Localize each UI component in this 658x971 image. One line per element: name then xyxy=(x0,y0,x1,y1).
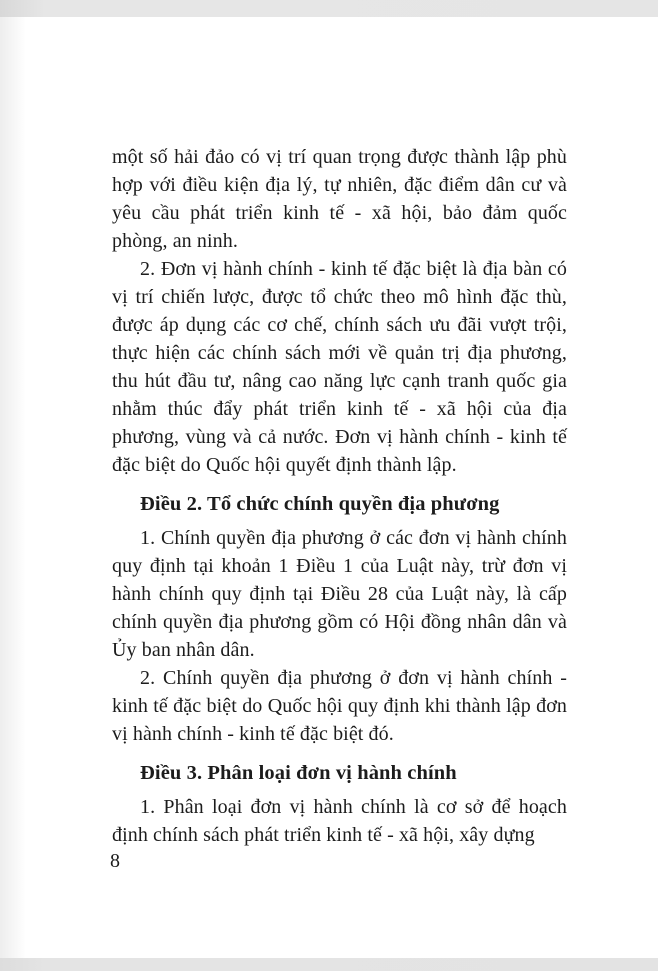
article-heading-dieu-2: Điều 2. Tổ chức chính quyền địa phương xyxy=(140,493,500,515)
body-paragraph-dieu2-clause-1: 1. Chính quyền địa phương ở các đơn vị hành chính quy định tại khoản 1 Điều 1 của Luật này, trừ đơn vị hành chính quy định tại Điều 28 của Luật này, là cấp chính quyền địa phương gồm có Hội đồng nhân dân và Ủy ban nhân dân. xyxy=(112,527,567,661)
body-paragraph-continued: một số hải đảo có vị trí quan trọng được thành lập phù hợp với điều kiện địa lý, tự nhiên, đặc điểm dân cư và yêu cầu phát triển kinh tế - xã hội, bảo đảm quốc phòng, an ninh. xyxy=(112,146,567,252)
body-paragraph-clause-2: 2. Đơn vị hành chính - kinh tế đặc biệt là địa bàn có vị trí chiến lược, được tổ chức theo mô hình đặc thù, được áp dụng các cơ chế, chính sách ưu đãi vượt trội, thực hiện các chính sách mới về quản trị địa phương, thu hút đầu tư, nâng cao năng lực cạnh tranh quốc gia nhằm thúc đẩy phát triển kinh tế - xã hội của địa phương, vùng và cả nước. Đơn vị hành chính - kinh tế đặc biệt do Quốc hội quyết định thành lập. xyxy=(112,258,567,476)
article-heading-dieu-3: Điều 3. Phân loại đơn vị hành chính xyxy=(140,762,457,784)
scan-edge-bottom xyxy=(0,958,658,971)
body-paragraph-dieu2-clause-2: 2. Chính quyền địa phương ở đơn vị hành chính - kinh tế đặc biệt do Quốc hội quy định khi thành lập đơn vị hành chính - kinh tế đặc biệt đó. xyxy=(112,667,567,745)
page-number: 8 xyxy=(110,850,120,872)
body-paragraph-dieu3-clause-1: 1. Phân loại đơn vị hành chính là cơ sở để hoạch định chính sách phát triển kinh tế - xã hội, xây dựng xyxy=(112,796,567,846)
